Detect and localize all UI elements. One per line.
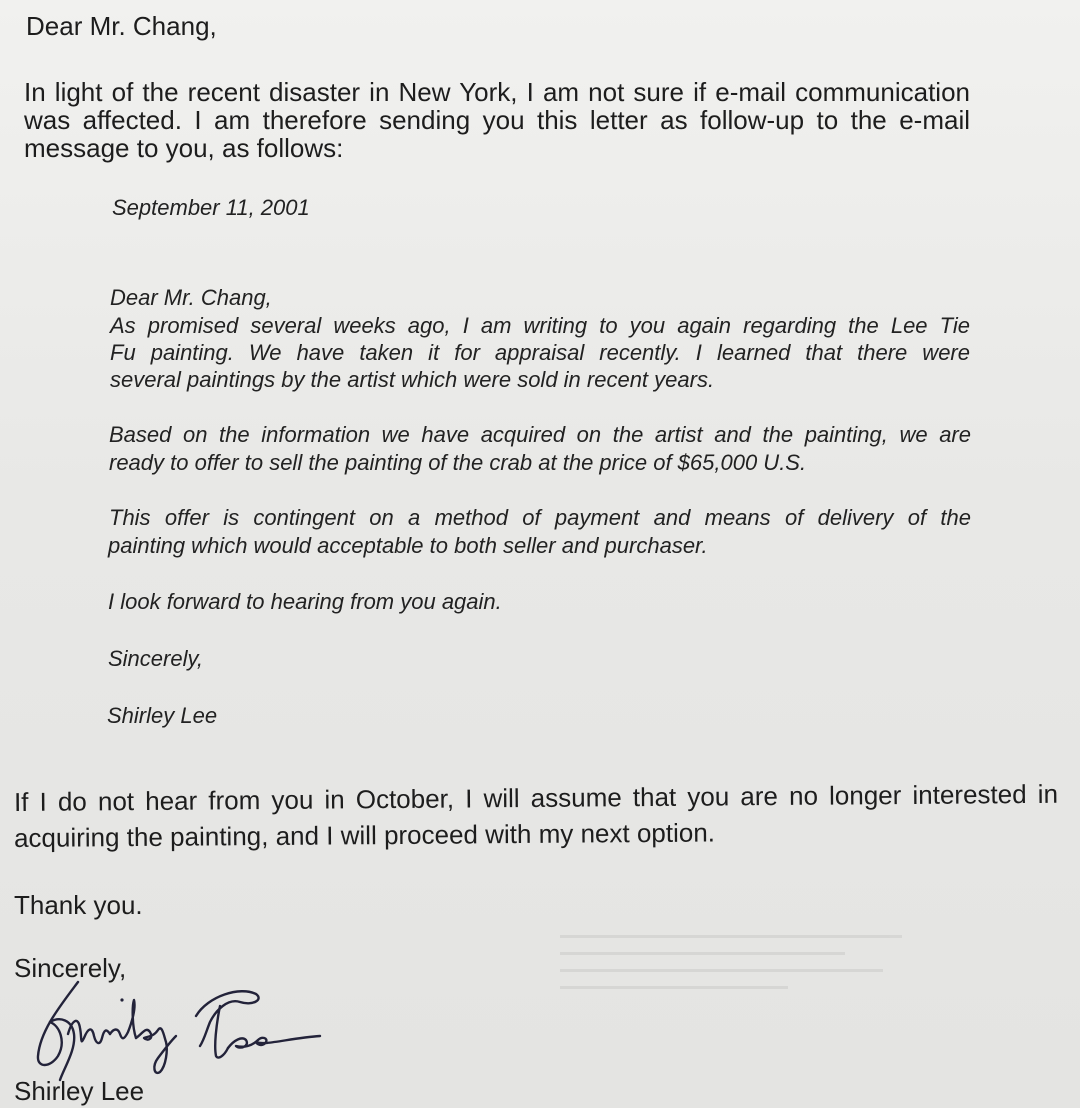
closing: Sincerely, [14,953,127,983]
email-paragraph-3-line-1: This offer is contingent on a method of payment and means of delivery of the [109,505,971,530]
followup-line-1: If I do not hear from you in October, I will assume that you are no longer interested in [13,778,1059,817]
email-paragraph-1-line-3: several paintings by the artist which were sold in recent years. [110,367,715,392]
email-closing: Sincerely, [108,646,203,671]
intro-line-2: was affected. I am therefore sending you this letter as follow-up to the e-mail [24,105,970,135]
signer-name: Shirley Lee [14,1076,145,1106]
thank-you: Thank you. [14,890,143,920]
email-paragraph-1-line-1: As promised several weeks ago, I am writing to you again regarding the Lee Tie [110,313,970,338]
email-paragraph-2-line-1: Based on the information we have acquired on the artist and the painting, we are [109,422,971,447]
bleed-through-text [560,935,940,1035]
intro-line-3: message to you, as follows: [24,133,344,163]
email-paragraph-3-line-2: painting which would acceptable to both seller and purchaser. [108,533,708,558]
email-date: September 11, 2001 [112,195,310,220]
followup-line-2: acquiring the painting, and I will proceed with my next option. [13,817,716,853]
salutation: Dear Mr. Chang, [26,11,217,41]
email-paragraph-1-line-2: Fu painting. We have taken it for appraisal recently. I learned that there were [110,340,970,365]
email-salutation: Dear Mr. Chang, [110,285,272,310]
email-paragraph-4: I look forward to hearing from you again. [108,589,502,614]
handwritten-signature [20,976,340,1084]
intro-line-1: In light of the recent disaster in New York, I am not sure if e-mail communication [24,77,970,107]
email-paragraph-2-line-2: ready to offer to sell the painting of the crab at the price of $65,000 U.S. [109,450,807,475]
email-signer: Shirley Lee [107,703,218,728]
